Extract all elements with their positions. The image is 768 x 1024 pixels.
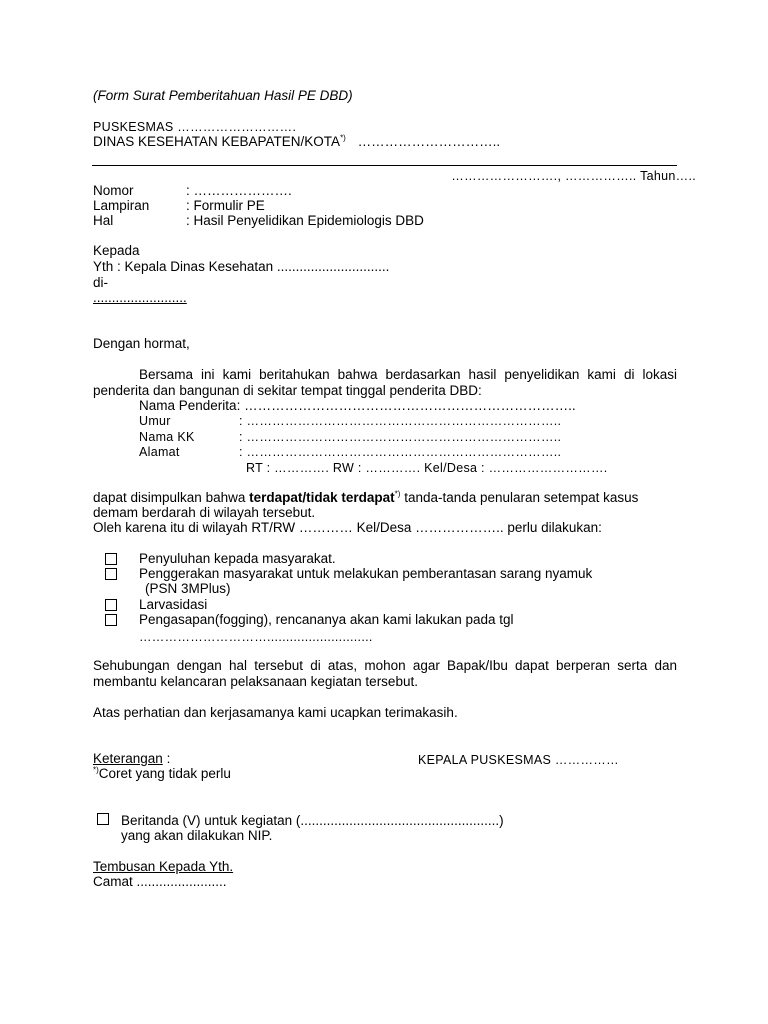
conclusion-line [93,490,638,506]
field-umur-label: Umur [139,414,171,428]
dinas-dots: ………………………….. [357,134,501,149]
field-nama-kk-label: Nama KK [139,430,195,444]
conclusion-footnote-mark: *) [394,489,401,499]
checkbox-penyuluhan[interactable] [105,553,117,565]
action-penggerakan: Penggerakan masyarakat untuk melakukan pemberantasan sarang nyamuk [139,566,593,581]
field-nama-penderita [139,398,576,414]
nomor-label: Nomor [93,183,134,198]
form-title: (Form Surat Pemberitahuan Hasil PE DBD) [93,88,353,103]
action-pengasapan: Pengasapan(fogging), rencananya akan kami lakukan pada tgl [139,612,514,627]
field-alamat-label: Alamat [139,445,180,459]
keterangan-label: Keterangan [93,751,163,766]
field-label: Nama Penderita [139,398,237,413]
di-label: di- [93,275,109,290]
recipient-place: ......................... [93,290,187,305]
pengasapan-date-dots: …………………………............................ [139,630,373,644]
yth-line: Yth : Kepala Dinas Kesehatan .............................. [93,259,390,274]
dinas-footnote-mark: *) [340,133,346,143]
kepala-puskesmas: KEPALA PUSKESMAS …………… [418,753,619,767]
checkbox-beritanda[interactable] [97,813,109,825]
tembusan-label: Tembusan Kepada Yth. [93,859,234,874]
field-umur-value: : ……………………………………………………………….. [239,414,562,428]
therefore-line: Oleh karena itu di wilayah RT/RW ………… Kel/Desa ……………….. perlu dilakukan: [93,520,602,535]
kepada-label: Kepada [93,243,140,258]
action-psn: (PSN 3MPlus) [145,581,231,596]
dinas-label: DINAS KESEHATAN KEBAPATEN/KOTA [93,134,341,149]
field-value: : ……………………………………………………………….. [236,398,576,413]
lampiran-value: : Formulir PE [186,198,265,213]
camat-line: Camat ........................ [93,874,227,889]
request-paragraph: Sehubungan dengan hal tersebut di atas, mohon agar Bapak/Ibu dapat berperan serta dan membantu kelancaran pelaksanaan kegiatan tersebut. [93,658,677,689]
puskesmas-line: PUSKESMAS ………………………. [93,120,297,134]
action-larvasidasi: Larvasidasi [139,597,208,612]
thanks-line: Atas perhatian dan kerjasamanya kami ucapkan terimakasih. [93,705,458,720]
action-penyuluhan: Penyuluhan kepada masyarakat. [139,551,336,566]
lampiran-label: Lampiran [93,198,150,213]
keterangan-line [93,751,170,767]
checkbox-penggerakan[interactable] [105,568,117,580]
checkbox-larvasidasi[interactable] [105,599,117,611]
nomor-value: : …………………. [186,183,292,198]
conclusion-pre: dapat disimpulkan bahwa [93,490,250,505]
header-divider [92,165,677,166]
beritanda-line: Beritanda (V) untuk kegiatan (.....................................................) [121,813,504,828]
hal-label: Hal [93,213,114,228]
conclusion-line-2: demam berdarah di wilayah tersebut. [93,505,316,520]
checkbox-pengasapan[interactable] [105,614,117,626]
conclusion-post: tanda-tanda penularan setempat kasus [400,490,639,505]
coret-text: Coret yang tidak perlu [98,766,231,781]
coret-line [93,766,231,782]
dinas-line [93,134,500,150]
field-alamat-value: : ……………………………………………………………….. [239,445,562,459]
rt-rw-line: RT : …………. RW : …………. Kel/Desa : ………………………. [246,461,608,475]
intro-paragraph: Bersama ini kami beritahukan bahwa berdasarkan hasil penyelidikan kami di lokasi penderita dan bangunan di sekitar tempat tinggal penderita DBD: [93,367,677,398]
keterangan-colon: : [162,751,171,766]
date-line: ……………………., …………….. Tahun….. [451,169,696,183]
greeting: Dengan hormat, [93,336,190,351]
field-nama-kk-value: : ……………………………………………………………….. [239,430,562,444]
coret-footnote-mark: *) [93,765,99,775]
hal-value: : Hasil Penyelidikan Epidemiologis DBD [186,213,424,228]
conclusion-bold: terdapat/tidak terdapat [249,490,395,505]
nip-line: yang akan dilakukan NIP. [121,828,273,843]
